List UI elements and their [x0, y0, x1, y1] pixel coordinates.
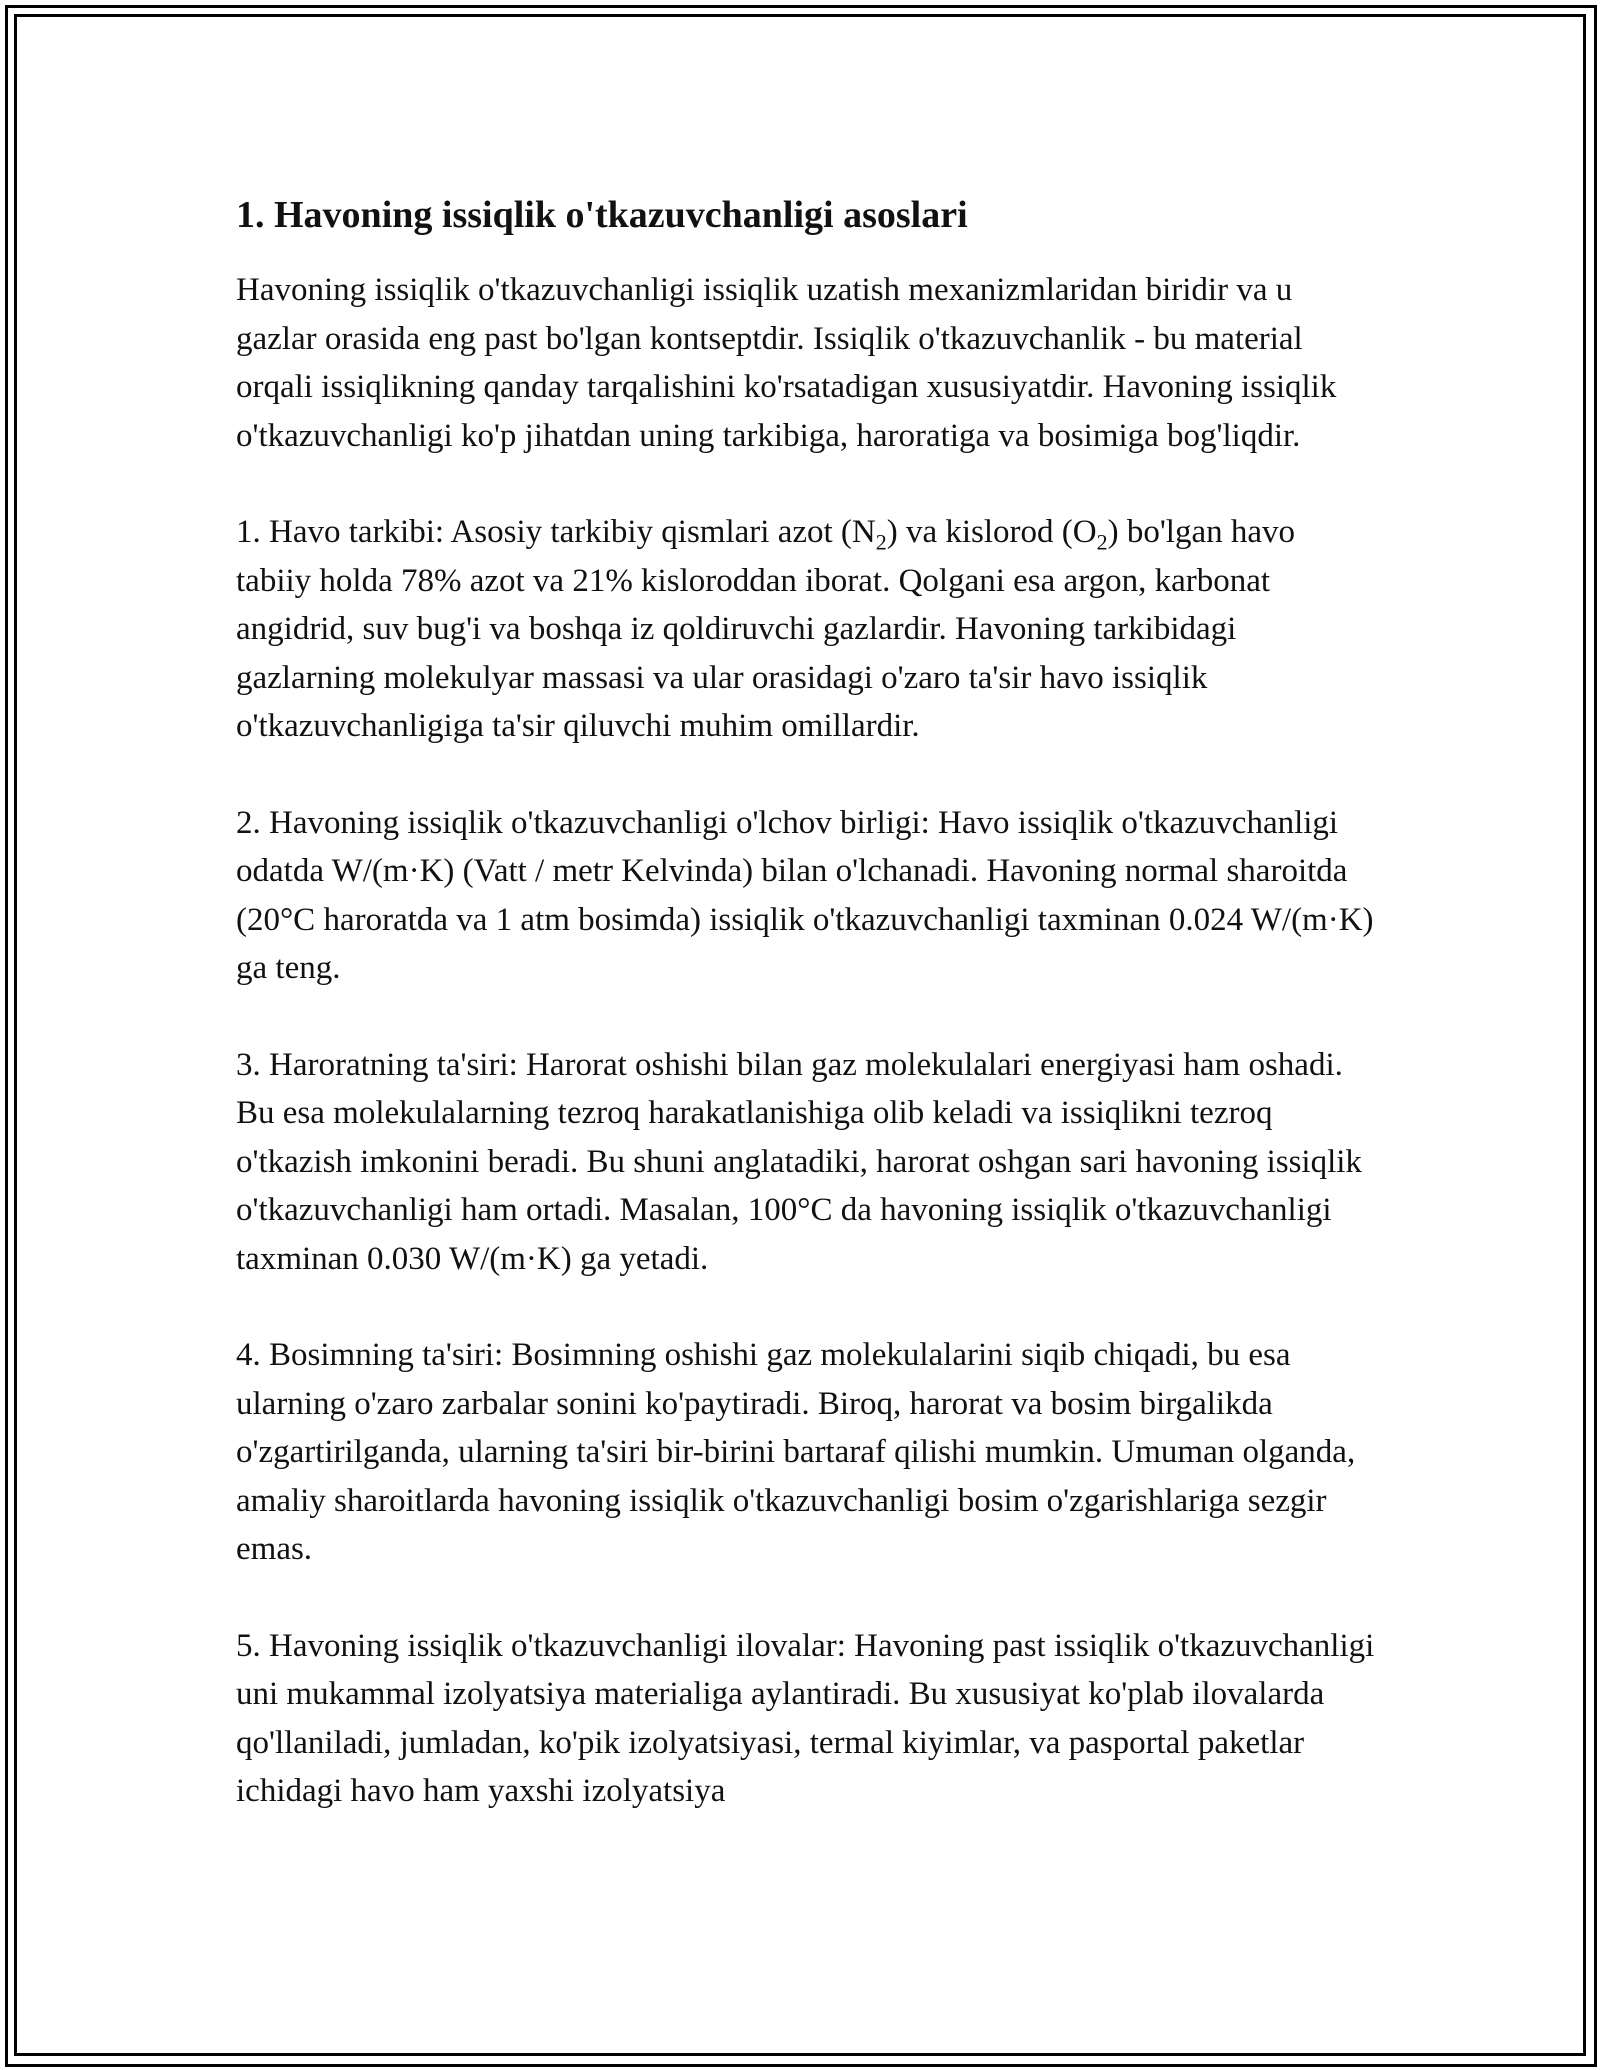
intro-paragraph: Havoning issiqlik o'tkazuvchanligi issiqlik uzatish mexanizmlaridan biridir va u gazlar orasida eng past bo'lgan kontseptdir. Issiqlik o'tkazuvchanlik - bu material orqali issiqlikning qanday tarqalishini ko'rsatadigan xususiyatdir. Havoning issiqlik o'tkazuvchanligi ko'p jihatdan uning tarkibiga, haroratiga va bosimiga bog'liqdir. — [236, 272, 1337, 454]
section-air-composition-text-1: 1. Havo tarkibi: Asosiy tarkibiy qismlari azot (N — [236, 514, 876, 550]
section-pressure-effect: 4. Bosimning ta'siri: Bosimning oshishi gaz molekulalarini siqib chiqadi, bu esa ularning o'zaro zarbalar sonini ko'paytiradi. Biroq, harorat va bosim birgalikda o'zgartirilganda, ularning ta'siri bir-birini bartaraf qilishi mumkin. Umuman olganda, amaliy sharoitlarda havoning issiqlik o'tkazuvchanligi bosim o'zgarishlariga sezgir emas. — [236, 1337, 1356, 1567]
oxygen-subscript: 2 — [1096, 529, 1108, 555]
document-body — [236, 188, 1376, 1864]
document-title: 1. Havoning issiqlik o'tkazuvchanligi asoslari — [236, 194, 968, 236]
section-applications: 5. Havoning issiqlik o'tkazuvchanligi ilovalar: Havoning past issiqlik o'tkazuvchanligi uni mukammal izolyatsiya materialiga aylantiradi. Bu xususiyat ko'plab ilovalarda qo'llaniladi, jumladan, ko'pik izolyatsiyasi, termal kiyimlar, va pasportal paketlar ichidagi havo ham yaxshi izolyatsiya — [236, 1627, 1375, 1809]
section-air-composition-text-2: ) va kislorod (O — [886, 514, 1097, 550]
section-air-composition — [236, 508, 1376, 751]
section-measurement-unit: 2. Havoning issiqlik o'tkazuvchanligi o'lchov birligi: Havo issiqlik o'tkazuvchanligi odatda W/(m·K) (Vatt / metr Kelvinda) bilan o'lchanadi. Havoning normal sharoitda (20°C haroratda va 1 atm bosimda) issiqlik o'tkazuvchanligi taxminan 0.024 W/(m·K) ga teng. — [236, 804, 1374, 986]
section-temperature-effect: 3. Haroratning ta'siri: Harorat oshishi bilan gaz molekulalari energiyasi ham oshadi. Bu esa molekulalarning tezroq harakatlanishiga olib keladi va issiqlikni tezroq o'tkazish imkonini beradi. Bu shuni anglatadiki, harorat oshgan sari havoning issiqlik o'tkazuvchanligi ham ortadi. Masalan, 100°C da havoning issiqlik o'tkazuvchanligi taxminan 0.030 W/(m·K) ga yetadi. — [236, 1046, 1362, 1277]
nitrogen-subscript: 2 — [875, 529, 887, 555]
section-air-composition-text-3: ) bo'lgan havo tabiiy holda 78% azot va 21% kisloroddan iborat. Qolgani esa argon, karbonat angidrid, suv bug'i va boshqa iz qoldiruvchi gazlardir. Havoning tarkibidagi gazlarning molekulyar massasi va ular orasidagi o'zaro ta'sir havo issiqlik o'tkazuvchanligiga ta'sir qiluvchi muhim omillardir. — [236, 514, 1296, 744]
